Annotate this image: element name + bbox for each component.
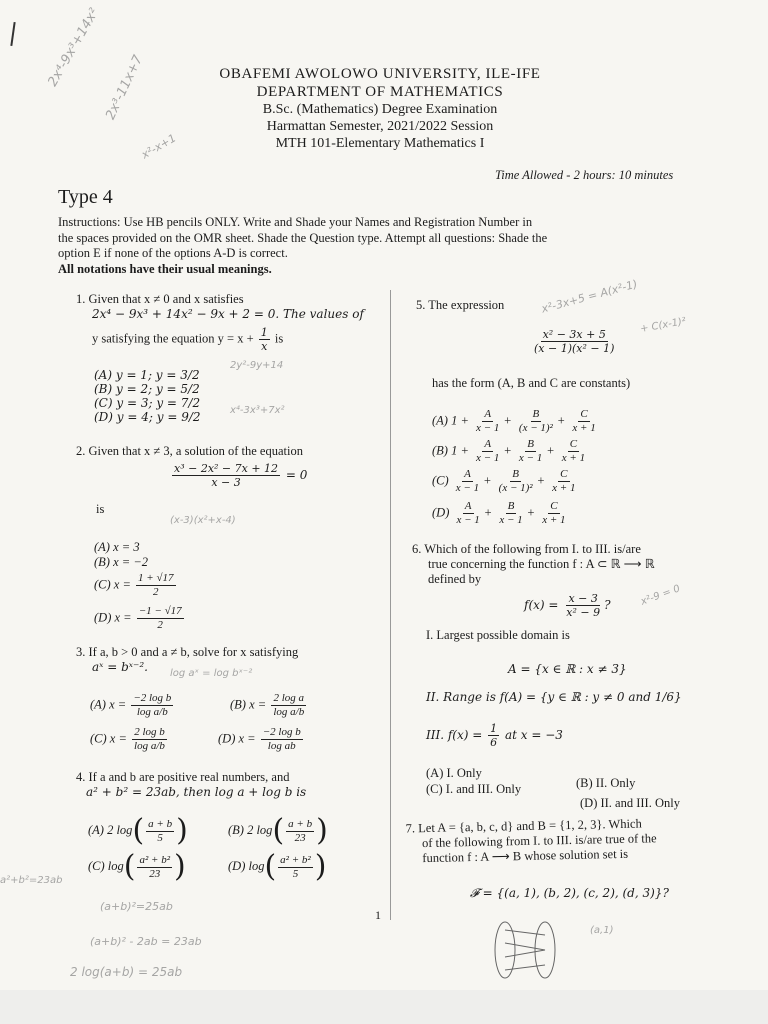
fraction: $\frac{a + b}{5}$	[148, 817, 173, 844]
option-c: (C) y = 3; y = 7/2	[94, 396, 201, 410]
fraction: $\frac{\text{a² + b²}}{5}$	[280, 853, 311, 880]
option-b: (B) 2 log( $\frac{a + b}{23}$ )	[228, 813, 328, 848]
function-set: 𝓕 = {(a, 1), (b, 2), (c, 2), (d, 3)}?	[470, 886, 669, 900]
fraction: $\frac{\text{x² − 3x + 5}}{\text{(x − 1)(x² − 1)}}$	[534, 328, 615, 355]
degree-line: B.Sc. (Mathematics) Degree Examination	[262, 102, 498, 117]
university-name: OBAFEMI AWOLOWO UNIVERSITY, ILE-IFE	[219, 66, 541, 82]
fraction: $\frac{C}{x + 1}$	[552, 468, 576, 494]
handwritten-scribble: + C(x-1)²	[639, 316, 687, 335]
handwritten-mapping-sketch	[490, 915, 560, 985]
handwritten-scribble: x²-9 = 0	[639, 583, 682, 608]
question-text: has the form (A, B and C are constants)	[432, 376, 631, 390]
question-stem: 1. Given that x ≠ 0 and x satisfies	[76, 292, 244, 306]
option-b: (B) x = $\frac{\text{2 log a}}{\text{log a/b}}$	[230, 692, 305, 718]
question-stem-line: function f : A ⟶ B whose solution set is	[422, 846, 629, 866]
option-d: (D) x = $\frac{-1 - √17}{2}$	[94, 605, 182, 631]
fraction: $\frac{B}{x - 1}$	[518, 438, 543, 464]
fraction: $\frac{x - 3}{\text{x² − 9}}$	[566, 592, 601, 619]
handwritten-scribble: (a+b)² - 2ab = 23ab	[90, 935, 202, 948]
option-a: (A) x = $\frac{\text{−2 log b}}{\text{log a/b}}$	[90, 692, 172, 718]
question-4	[76, 770, 386, 800]
fraction: $\frac{C}{x + 1}$	[572, 408, 596, 434]
statement-ii: II. Range is f(A) = {y ∈ ℝ : y ≠ 0 and 1/6}	[426, 690, 682, 704]
handwritten-scribble: x⁴-3x³+7x²	[230, 405, 285, 416]
handwritten-scribble: 2x³-11x+7	[103, 52, 147, 123]
option-d: (D) x = $\frac{\text{−2 log b}}{\text{log ab}}$	[218, 726, 301, 752]
fraction: $\frac{\text{a² + b²}}{23}$	[139, 853, 171, 880]
question-1	[76, 292, 386, 353]
question-stem: 2. Given that x ≠ 3, a solution of the equation	[76, 444, 303, 458]
option-d: (D) log( $\frac{\text{a² + b²}}{5}$ )	[228, 849, 327, 884]
fraction: $\frac{\text{−2 log b}}{\text{log ab}}$	[262, 726, 301, 752]
time-allowed: Time Allowed - 2 hours: 10 minutes	[495, 168, 674, 182]
fraction: $\frac{\text{x³ − 2x² − 7x + 12}}{x - 3}$	[174, 462, 279, 489]
option-a: (A) x = 3	[94, 540, 140, 554]
option-b: (B) x = −2	[94, 555, 149, 569]
handwritten-scribble: (a,1)	[590, 925, 614, 936]
question-text: is	[96, 502, 105, 516]
fraction: $\frac{\text{2 log b}}{\text{log a/b}}$	[134, 726, 165, 752]
instructions-line: Instructions: Use HB pencils ONLY. Write and Shade your Names and Registration Number in	[58, 215, 533, 229]
handwritten-scribble: a²+b²=23ab	[0, 875, 63, 886]
question-6	[412, 542, 732, 587]
fraction: $\frac{-1 - √17}{2}$	[138, 605, 182, 631]
fraction: $\frac{a + b}{23}$	[288, 817, 313, 844]
question-stem-line	[92, 326, 386, 353]
question-stem: 6. Which of the following from I. to III. is/are	[412, 542, 641, 556]
handwritten-scribble: x²-x+1	[139, 131, 179, 162]
instructions-block	[58, 215, 738, 277]
fraction: $\frac{B}{x - 1}$	[499, 500, 523, 526]
question-stem-line: defined by	[428, 572, 482, 586]
fraction: $\frac{A}{x - 1}$	[476, 438, 500, 464]
handwritten-scribble: 2y²-9y+14	[230, 360, 284, 371]
question-equation: 2x⁴ − 9x³ + 14x² − 9x + 2 = 0. The values of	[92, 307, 364, 321]
option-c: (C) x = $\frac{\text{2 log b}}{\text{log a/b}}$	[90, 726, 165, 752]
fraction: $\frac{A}{x - 1}$	[456, 500, 480, 526]
option-d: (D) II. and III. Only	[580, 796, 680, 810]
instructions-line: All notations have their usual meanings.	[58, 261, 272, 276]
fraction: $\frac{A}{x - 1}$	[476, 408, 500, 434]
fraction: $\frac{C}{x + 1}$	[542, 500, 566, 526]
question-stem-line: of the following from I. to III. is/are true of the	[421, 831, 657, 851]
question-stem: 3. If a, b > 0 and a ≠ b, solve for x satisfying	[76, 645, 299, 659]
question-text: is	[274, 331, 284, 346]
question-5: 5. The expression	[416, 298, 505, 312]
question-stem-line: true concerning the function f : A ⊂ ℝ ⟶ ℝ	[428, 557, 655, 571]
function-definition: f(x) = $\frac{x - 3}{\text{x² − 9}}$ ?	[524, 592, 611, 619]
question-2	[76, 444, 386, 459]
fraction: $\frac{1}{6}$	[490, 722, 498, 749]
option-b: (B) 1 + $\frac{A}{x - 1}$ + $\frac{B}{x - 1}$ + $\frac{C}{x + 1}$	[432, 438, 586, 464]
fraction: $\frac{B}{\text{(x − 1)²}}$	[518, 408, 553, 434]
question-equation: aˣ = bˣ⁻².	[92, 660, 148, 674]
instructions-line: option E if none of the options A-D is correct.	[58, 246, 288, 260]
domain-set: A = {x ∈ ℝ : x ≠ 3}	[508, 662, 627, 676]
fraction: $\frac{B}{\text{(x − 1)²}}$	[498, 468, 533, 494]
option-a: (A) y = 1; y = 3/2	[94, 368, 200, 382]
fraction: $\frac{1 + √17}{2}$	[138, 572, 174, 598]
question-text: y satisfying the equation y = x +	[92, 331, 254, 346]
option-a: (A) 1 + $\frac{A}{x - 1}$ + $\frac{B}{\text{(x − 1)²}}$ + $\frac{C}{x + 1}$	[432, 408, 596, 434]
handwritten-scribble: x²-3x+5 = A(x²-1)	[540, 277, 639, 316]
statement-i: I. Largest possible domain is	[426, 628, 570, 642]
option-a: (A) 2 log( $\frac{a + b}{5}$ )	[88, 813, 188, 848]
handwritten-scribble: log aˣ = log bˣ⁻²	[170, 668, 253, 679]
handwritten-scribble: 2 log(a+b) = 25ab	[70, 965, 183, 979]
handwritten-scribble: 2x⁴-9x³+14x²	[45, 5, 103, 90]
fraction: $\frac{A}{x - 1}$	[455, 468, 480, 494]
question-2-equation: $\frac{\text{x³ − 2x² − 7x + 12}}{x - 3}$ = 0	[174, 462, 308, 489]
option-b: (B) y = 2; y = 5/2	[94, 382, 200, 396]
option-c: (C) log( $\frac{\text{a² + b²}}{23}$ )	[88, 849, 186, 884]
course-title: MTH 101-Elementary Mathematics I	[275, 136, 485, 151]
question-5-expression	[530, 328, 618, 355]
question-3	[76, 645, 386, 675]
handwritten-scribble: (a+b)²=25ab	[100, 900, 173, 913]
option-d: (D) $\frac{A}{x - 1}$ + $\frac{B}{x - 1}$ + $\frac{C}{x + 1}$	[432, 500, 566, 526]
scan-bottom-edge	[0, 990, 768, 1024]
handwritten-scribble: (x-3)(x²+x-4)	[170, 515, 236, 526]
instructions-line: the spaces provided on the OMR sheet. Shade the Question type. Attempt all questions: Shade the	[58, 230, 548, 245]
session-line: Harmattan Semester, 2021/2022 Session	[266, 119, 494, 134]
option-d: (D) y = 4; y = 9/2	[94, 410, 201, 424]
department-name: DEPARTMENT OF MATHEMATICS	[256, 84, 504, 100]
fraction: $\frac{1}{x}$	[260, 326, 268, 353]
option-a: (A) I. Only	[426, 766, 482, 780]
option-c: (C) $\frac{A}{x - 1}$ + $\frac{B}{\text{(x − 1)²}}$ + $\frac{C}{x + 1}$	[432, 468, 576, 494]
option-b: (B) II. Only	[576, 776, 636, 790]
fraction: $\frac{C}{x + 1}$	[561, 438, 586, 464]
question-1-options	[94, 368, 201, 424]
fraction: $\frac{\text{2 log a}}{\text{log a/b}}$	[273, 692, 305, 718]
question-7	[406, 815, 737, 867]
fraction: $\frac{\text{−2 log b}}{\text{log a/b}}$	[133, 692, 172, 718]
page-number: 1	[375, 908, 381, 922]
column-divider	[390, 290, 391, 920]
option-c: (C) I. and III. Only	[426, 782, 522, 796]
exam-type-label: Type 4	[58, 186, 113, 208]
question-stem: 4. If a and b are positive real numbers, and	[76, 770, 290, 784]
statement-iii: III. f(x) = $\frac{1}{6}$ at x = −3	[426, 722, 563, 749]
question-equation: a² + b² = 23ab, then log a + log b is	[86, 785, 307, 799]
option-c: (C) x = $\frac{1 + √17}{2}$	[94, 572, 174, 598]
margin-pen-mark	[10, 22, 15, 46]
question-stem: 7. Let A = {a, b, c, d} and B = {1, 2, 3}. Which	[405, 816, 642, 836]
